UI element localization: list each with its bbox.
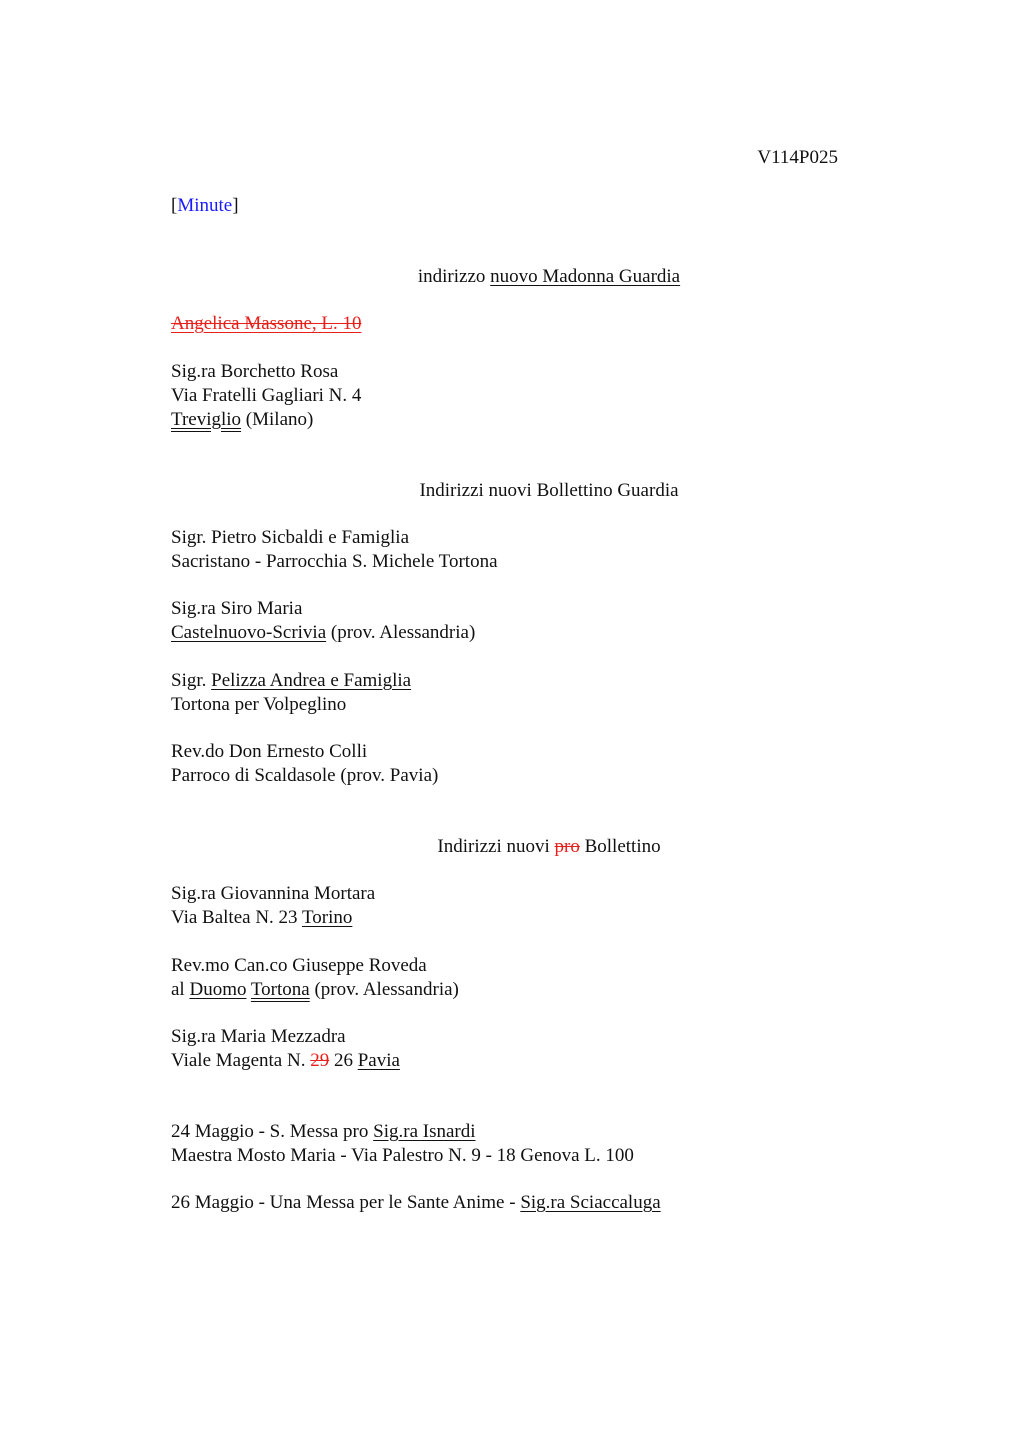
s3-entry2-place: Duomo	[189, 979, 247, 1000]
minute-bracket-open: [	[171, 195, 178, 216]
minute-link[interactable]: Minute	[177, 195, 233, 216]
s2-entry2-city: Castelnuovo-Scrivia	[171, 622, 327, 643]
s3-entry3-city: Pavia	[357, 1050, 400, 1071]
address-city-line	[171, 408, 313, 432]
s3-entry1-line2	[171, 906, 352, 930]
s2-entry1-line2: Sacristano - Parrocchia S. Michele Tortona	[171, 551, 498, 572]
s2-entry3-line2: Tortona per Volpeglino	[171, 694, 347, 715]
s3-entry3-street: Viale Magenta N.	[171, 1050, 306, 1071]
s3-entry1-line1: Sig.ra Giovannina Mortara	[171, 883, 376, 904]
section3-heading	[0, 835, 1024, 859]
address-name: Sig.ra Borchetto Rosa	[171, 361, 339, 382]
s2-entry3-name: Pelizza Andrea e Famiglia	[211, 670, 412, 691]
s2-entry4-line2: Parroco di Scaldasole (prov. Pavia)	[171, 765, 439, 786]
section3-heading-part2: Bollettino	[584, 836, 661, 857]
section3-heading-part1: Indirizzi nuovi	[437, 836, 550, 857]
mass1-text: 24 Maggio - S. Messa pro	[171, 1121, 369, 1142]
minute-tag	[171, 194, 239, 218]
address-street: Via Fratelli Gagliari N. 4	[171, 385, 362, 406]
s3-entry1-city: Torino	[301, 907, 353, 928]
s3-entry2-line2	[171, 978, 459, 1002]
struck-donation-text: Angelica Massone, L. 10	[171, 313, 362, 334]
mass1-line2: Maestra Mosto Maria - Via Palestro N. 9 - 18 Genova L. 100	[171, 1145, 634, 1166]
mass2-line	[171, 1191, 661, 1215]
minute-bracket-close: ]	[232, 195, 239, 216]
address-city: Treviglio	[171, 409, 242, 430]
mass2-person: Sig.ra Sciaccaluga	[520, 1192, 661, 1213]
struck-donation-line	[171, 312, 361, 336]
s2-entry3-line1	[171, 669, 411, 693]
section1-heading	[0, 265, 1024, 289]
section2-heading: Indirizzi nuovi Bollettino Guardia	[419, 480, 679, 501]
mass1-line1	[171, 1120, 476, 1144]
s2-entry2-line2	[171, 621, 475, 645]
s2-entry2-line1: Sig.ra Siro Maria	[171, 598, 303, 619]
section3-heading-struck: pro	[554, 836, 580, 857]
s3-entry3-struck-number: 29	[310, 1050, 330, 1071]
s3-entry2-city: Tortona	[250, 979, 310, 1000]
mass1-person: Sig.ra Isnardi	[373, 1121, 476, 1142]
s2-entry2-region: (prov. Alessandria)	[330, 622, 476, 643]
s3-entry3-line2	[171, 1049, 400, 1073]
address-region: (Milano)	[245, 409, 314, 430]
s3-entry2-prefix: al	[171, 979, 185, 1000]
s3-entry3-line1: Sig.ra Maria Mezzadra	[171, 1026, 346, 1047]
section1-heading-plain: indirizzo	[417, 266, 486, 287]
s2-entry3-prefix: Sigr.	[171, 670, 207, 691]
section1-heading-underlined: nuovo Madonna Guardia	[490, 266, 681, 287]
s3-entry2-line1: Rev.mo Can.co Giuseppe Roveda	[171, 955, 427, 976]
s3-entry1-street: Via Baltea N. 23	[171, 907, 298, 928]
s2-entry1-line1: Sigr. Pietro Sicbaldi e Famiglia	[171, 527, 410, 548]
s3-entry3-number: 26	[333, 1050, 353, 1071]
mass2-text: 26 Maggio - Una Messa per le Sante Anime -	[171, 1192, 516, 1213]
s2-entry4-line1: Rev.do Don Ernesto Colli	[171, 741, 368, 762]
page-id: V114P025	[757, 147, 838, 168]
s3-entry2-region: (prov. Alessandria)	[314, 979, 459, 1000]
